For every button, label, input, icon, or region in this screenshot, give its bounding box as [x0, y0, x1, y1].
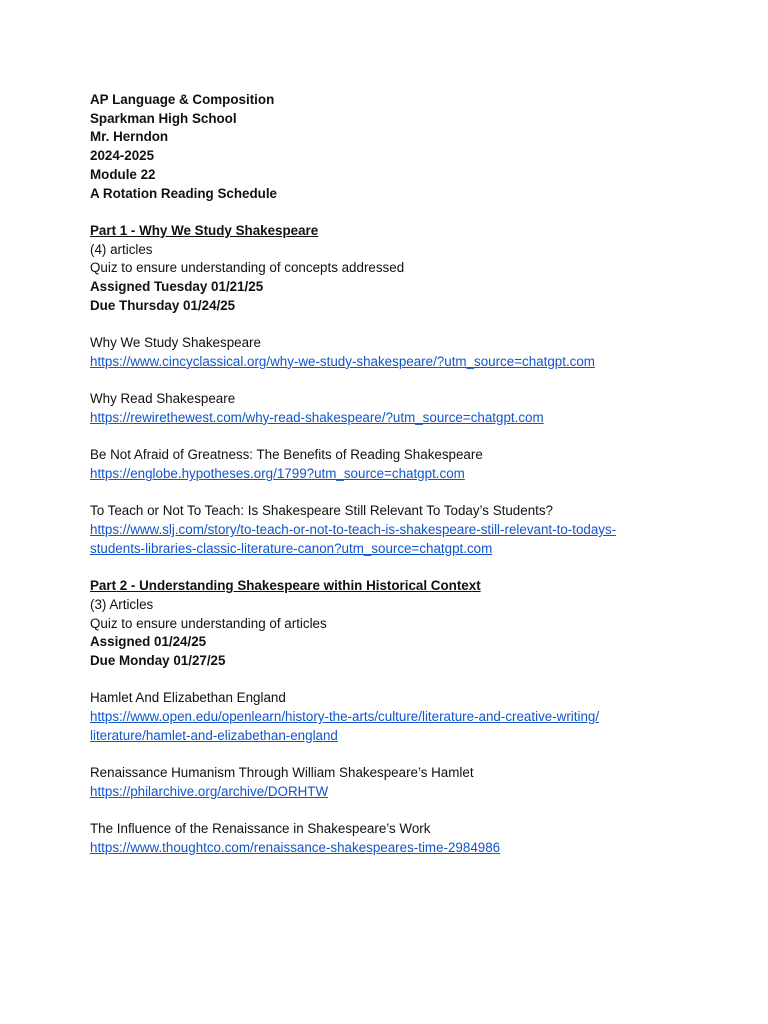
part1-quiz-note: Quiz to ensure understanding of concepts addressed	[90, 260, 405, 276]
module-number: Module 22	[90, 166, 156, 182]
article-title: To Teach or Not To Teach: Is Shakespeare Still Relevant To Today’s Students?	[90, 503, 554, 519]
article-link-continued[interactable]: literature/hamlet-and-elizabethan-england	[90, 727, 338, 743]
article-title: Hamlet And Elizabethan England	[90, 690, 286, 706]
document-body	[90, 91, 690, 858]
spacer	[90, 559, 690, 578]
article-title: Be Not Afraid of Greatness: The Benefits of Reading Shakespeare	[90, 447, 483, 463]
teacher-name: Mr. Herndon	[90, 129, 169, 145]
part2-heading: Part 2 - Understanding Shakespeare within Historical Context	[90, 578, 481, 594]
article-link[interactable]: https://www.thoughtco.com/renaissance-shakespeares-time-2984986	[90, 839, 501, 855]
spacer	[90, 746, 690, 765]
spacer	[90, 484, 690, 503]
article-link[interactable]: https://www.cincyclassical.org/why-we-study-shakespeare/?utm_source=chatgpt.com	[90, 353, 595, 369]
article-link[interactable]: https://www.open.edu/openlearn/history-the-arts/culture/literature-and-creative-writing/	[90, 709, 600, 725]
spacer	[90, 428, 690, 447]
article-link[interactable]: https://philarchive.org/archive/DORHTW	[90, 783, 329, 799]
part1-assigned-date: Assigned Tuesday 01/21/25	[90, 279, 264, 295]
spacer	[90, 315, 690, 334]
article-link[interactable]: https://englobe.hypotheses.org/1799?utm_source=chatgpt.com	[90, 466, 465, 481]
part1-due-date: Due Thursday 01/24/25	[90, 297, 236, 313]
school-year: 2024-2025	[90, 148, 155, 164]
schedule-title: A Rotation Reading Schedule	[90, 185, 277, 201]
part2-due-date: Due Monday 01/27/25	[90, 653, 226, 668]
article-link[interactable]: https://www.slj.com/story/to-teach-or-not-to-teach-is-shakespeare-still-relevant-to-todays-	[90, 522, 617, 538]
spacer	[90, 802, 690, 821]
article-title: Why We Study Shakespeare	[90, 335, 261, 351]
spacer	[90, 372, 690, 391]
part1-heading: Part 1 - Why We Study Shakespeare	[90, 222, 319, 238]
article-title: Why Read Shakespeare	[90, 391, 236, 407]
article-link-continued[interactable]: students-libraries-classic-literature-canon?utm_source=chatgpt.com	[90, 540, 493, 556]
part2-quiz-note: Quiz to ensure understanding of articles	[90, 615, 327, 631]
part2-section	[90, 577, 690, 858]
part2-article-count: (3) Articles	[90, 596, 154, 612]
course-name: AP Language & Composition	[90, 92, 275, 107]
part1-article-count: (4) articles	[90, 241, 153, 257]
part1-section	[90, 222, 690, 559]
article-link[interactable]: https://rewirethewest.com/why-read-shakespeare/?utm_source=chatgpt.com	[90, 409, 544, 425]
spacer	[90, 671, 690, 690]
school-name: Sparkman High School	[90, 110, 237, 126]
article-title: Renaissance Humanism Through William Shakespeare’s Hamlet	[90, 765, 474, 781]
spacer	[90, 203, 690, 222]
part2-assigned-date: Assigned 01/24/25	[90, 634, 207, 650]
article-title: The Influence of the Renaissance in Shakespeare’s Work	[90, 821, 431, 837]
header-block	[90, 91, 690, 203]
